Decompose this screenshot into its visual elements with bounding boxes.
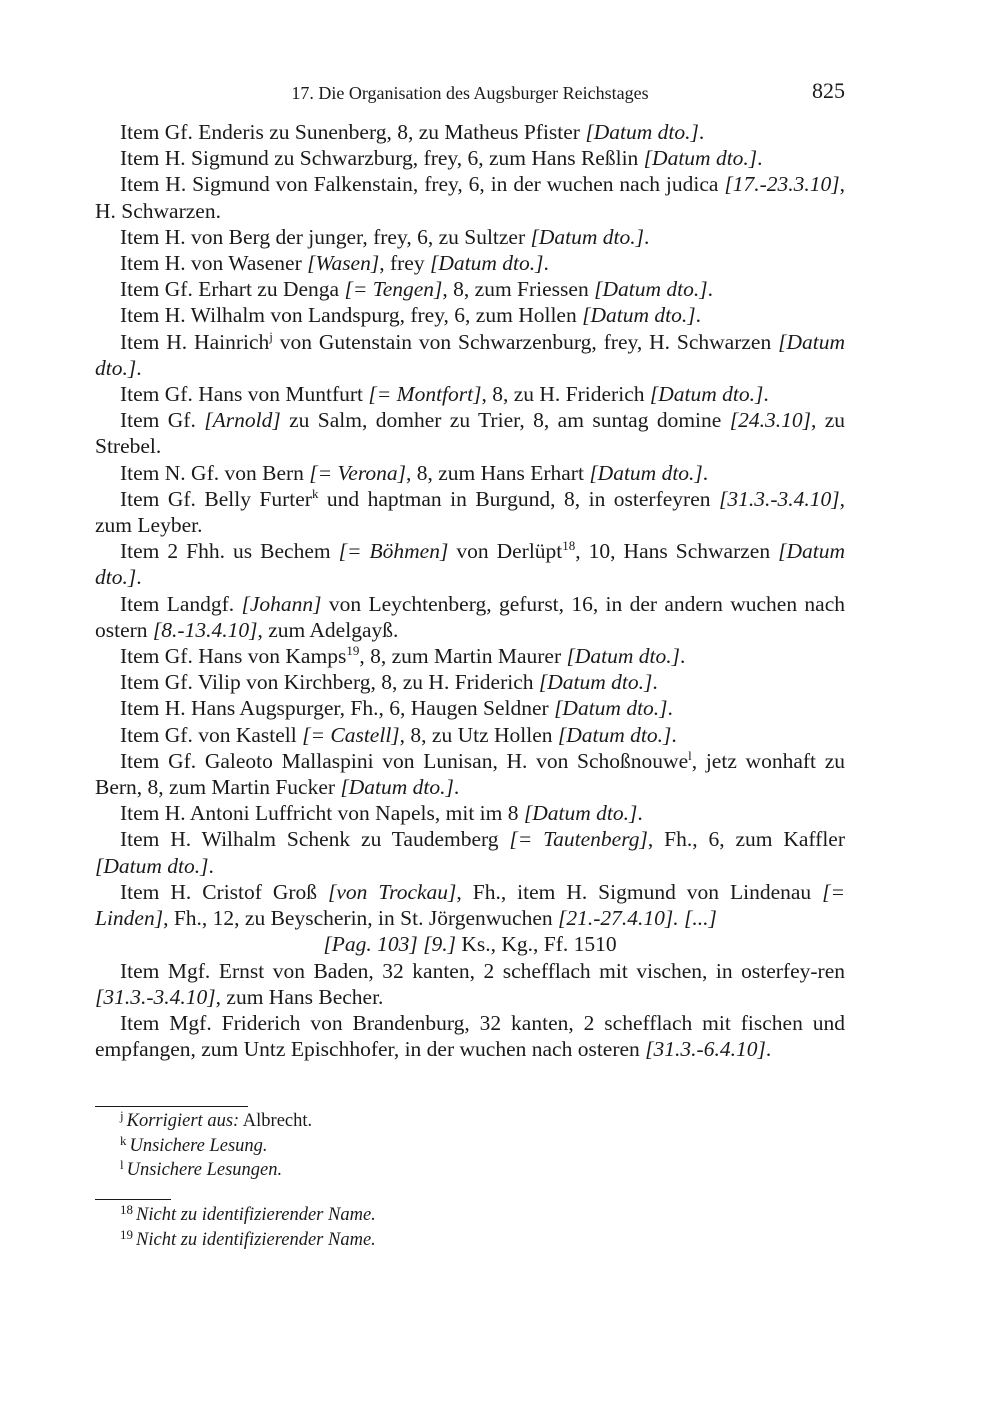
critical-note: $^j$ Korrigiert aus: Albrecht. <box>120 1108 313 1131</box>
critical-notes-rule <box>95 1106 248 1107</box>
page-number: 825 <box>812 78 845 103</box>
footnote: $^{18}$ Nicht zu identifizierender Name. <box>120 1202 376 1225</box>
entry: Item H. Cristof Groß [von Trockau], Fh., item H. Sigmund von Lindenau [= Linden], Fh., 12, zu Beyscherin, in St. Jörgenwuchen [21.-27.4.10]. [...] <box>95 879 845 931</box>
entry: Item N. Gf. von Bern [= Verona], 8, zum Hans Erhart [Datum dto.]. <box>120 460 709 485</box>
entry: Item H. Antoni Luffricht von Napels, mit im 8 [Datum dto.]. <box>120 801 643 826</box>
entry: Item Gf. Galeoto Mallaspini von Lunisan, H. von Schoßnouwe$^l$, jetz wonhaft zu Bern, 8, zum Martin Fucker [Datum dto.]. <box>95 747 845 800</box>
entry: Item Gf. von Kastell [= Castell], 8, zu Utz Hollen [Datum dto.]. <box>120 722 677 747</box>
footnote-ref-j: j <box>269 328 273 344</box>
entry: Item Mgf. Ernst von Baden, 32 kanten, 2 schefflach mit vischen, in osterfey-ren [31.3.-3.4.10], zum Hans Becher. <box>95 958 845 1009</box>
critical-note: $^l$ Unsichere Lesungen. <box>120 1157 283 1180</box>
entry: Item Gf. Belly Furter$^k$ und haptman in Burgund, 8, in osterfeyren [31.3.-3.4.10], zum Leyber. <box>95 485 845 538</box>
entry: Item Gf. [Arnold] zu Salm, domher zu Trier, 8, am suntag domine [24.3.10], zu Strebel. <box>95 408 846 459</box>
footnotes-rule <box>95 1199 171 1200</box>
entry: Item H. Wilhalm Schenk zu Taudemberg [= Tautenberg], Fh., 6, zum Kaffler [Datum dto.]. <box>95 827 845 878</box>
footnote-ref-19: 19 <box>346 643 360 659</box>
footnote-ref-k: k <box>311 485 319 501</box>
critical-notes <box>95 1109 845 1183</box>
footnotes <box>95 1203 845 1252</box>
entry: Item H. von Berg der junger, frey, 6, zu Sultzer [Datum dto.]. <box>120 224 650 249</box>
entry: Item Gf. Erhart zu Denga [= Tengen], 8, zum Friessen [Datum dto.]. <box>120 277 713 302</box>
critical-note: $^k$ Unsichere Lesung. <box>120 1132 268 1156</box>
running-head <box>95 80 845 106</box>
entry: Item H. Hans Augspurger, Fh., 6, Haugen Seldner [Datum dto.]. <box>120 696 673 721</box>
footnote-ref-l: l <box>688 747 692 763</box>
entry: Item Gf. Vilip von Kirchberg, 8, zu H. Friderich [Datum dto.]. <box>120 670 658 695</box>
entry: Item H. Sigmund zu Schwarzburg, frey, 6, zum Hans Reßlin [Datum dto.]. <box>120 146 763 171</box>
entry: Item H. Wilhalm von Landspurg, frey, 6, zum Hollen [Datum dto.]. <box>120 303 701 328</box>
entry: Item Gf. Enderis zu Sunenberg, 8, zu Matheus Pfister [Datum dto.]. <box>120 120 705 144</box>
entry: Item Gf. Hans von Kamps$^{19}$, 8, zum Martin Maurer [Datum dto.]. <box>120 643 686 669</box>
entry: Item H. Sigmund von Falkenstain, frey, 6, in der wuchen nach judica [17.-23.3.10], H. Schwarzen. <box>95 172 845 223</box>
footnote: $^{19}$ Nicht zu identifizierender Name. <box>120 1226 376 1250</box>
section-heading: [Pag. 103] [9.] Ks., Kg., Ff. 1510 <box>323 932 617 957</box>
entry: Item 2 Fhh. us Bechem [= Böhmen] von Derlüpt$^{18}$, 10, Hans Schwarzen [Datum dto.]. <box>95 538 845 590</box>
entry: Item H. von Wasener [Wasen], frey [Datum dto.]. <box>120 251 549 276</box>
running-head-title: 17. Die Organisation des Augsburger Reichstages <box>291 83 649 103</box>
entry: Item H. Hainrich$^j$ von Gutenstain von Schwarzenburg, frey, H. Schwarzen [Datum dto.]. <box>95 328 845 380</box>
footnote-ref-18: 18 <box>562 538 576 554</box>
body-text <box>95 119 845 1062</box>
entry: Item Gf. Hans von Muntfurt [= Montfort], 8, zu H. Friderich [Datum dto.]. <box>120 382 769 407</box>
entry: Item Landgf. [Johann] von Leychtenberg, gefurst, 16, in der andern wuchen nach ostern [8.-13.4.10], zum Adelgayß. <box>95 591 845 642</box>
entry: Item Mgf. Friderich von Brandenburg, 32 kanten, 2 schefflach mit fischen und empfangen, zum Untz Epischhofer, in der wuchen nach osteren [31.3.-6.4.10]. <box>95 1010 845 1062</box>
